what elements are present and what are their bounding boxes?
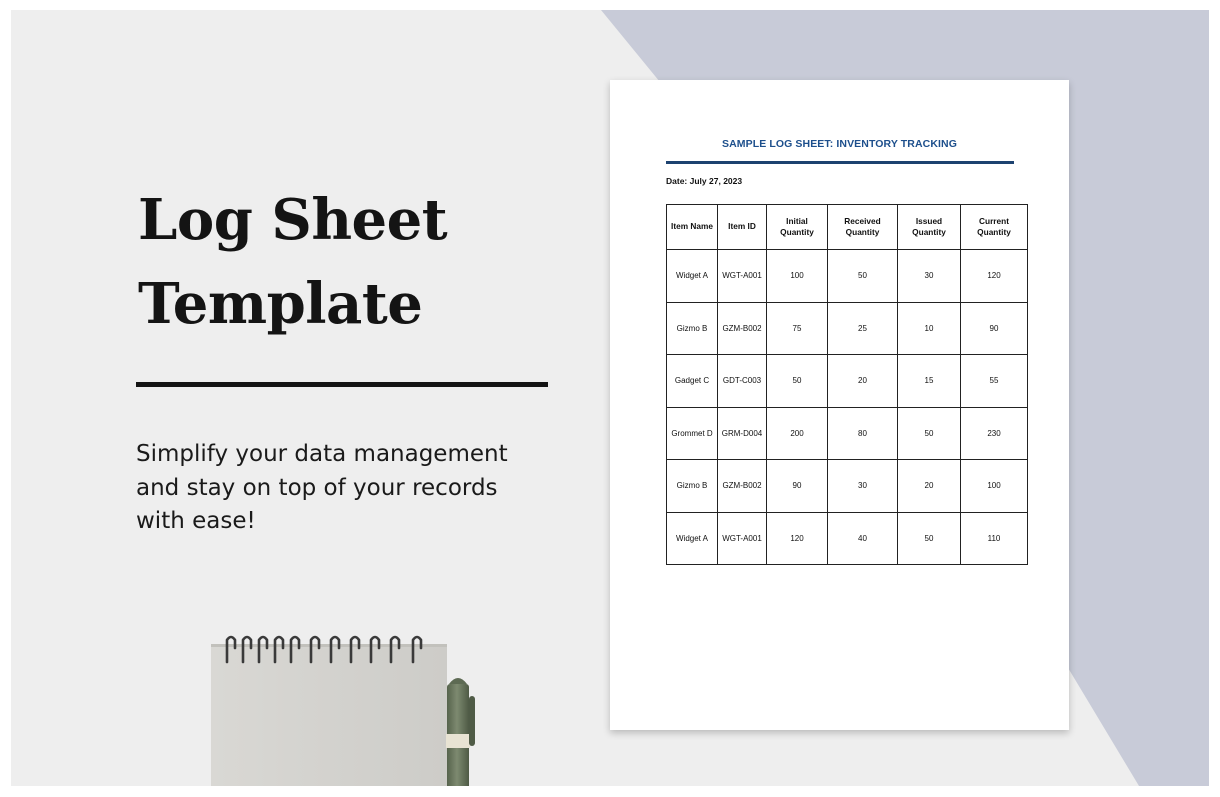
cell-received-quantity: 25	[828, 302, 898, 355]
log-sheet-document	[610, 80, 1069, 730]
cell-initial-quantity: 75	[767, 302, 828, 355]
cell-item-name: Gadget C	[667, 355, 718, 408]
cell-item-id: WGT-A001	[718, 250, 767, 303]
cell-current-quantity: 230	[961, 407, 1028, 460]
cell-issued-quantity: 30	[898, 250, 961, 303]
cell-issued-quantity: 50	[898, 407, 961, 460]
cell-item-name: Gizmo B	[667, 302, 718, 355]
pen-icon	[446, 678, 475, 786]
sheet-date	[666, 176, 742, 186]
sheet-title-divider	[666, 161, 1014, 164]
cell-item-id: GZM-B002	[718, 460, 767, 513]
table-header-row	[667, 205, 1028, 250]
cell-current-quantity: 55	[961, 355, 1028, 408]
cell-issued-quantity: 20	[898, 460, 961, 513]
table-row	[667, 460, 1028, 513]
headline	[138, 178, 447, 346]
cell-initial-quantity: 120	[767, 512, 828, 565]
cell-initial-quantity: 100	[767, 250, 828, 303]
column-header-current-quantity: Current Quantity	[961, 205, 1028, 250]
sheet-date-label: Date:	[666, 176, 688, 186]
cell-issued-quantity: 15	[898, 355, 961, 408]
promo-canvas	[11, 10, 1209, 786]
cell-received-quantity: 30	[828, 460, 898, 513]
cell-received-quantity: 40	[828, 512, 898, 565]
tagline-line-3: with ease!	[136, 508, 256, 534]
cell-current-quantity: 90	[961, 302, 1028, 355]
cell-issued-quantity: 10	[898, 302, 961, 355]
column-header-item-name: Item Name	[667, 205, 718, 250]
inventory-table	[666, 204, 1028, 565]
headline-divider	[136, 382, 548, 387]
cell-item-id: GZM-B002	[718, 302, 767, 355]
cell-item-name: Gizmo B	[667, 460, 718, 513]
spiral-notepad-icon	[206, 622, 496, 786]
table-row	[667, 302, 1028, 355]
tagline-line-2: and stay on top of your records	[136, 474, 498, 501]
cell-initial-quantity: 200	[767, 407, 828, 460]
tagline	[136, 438, 556, 539]
cell-current-quantity: 100	[961, 460, 1028, 513]
cell-initial-quantity: 90	[767, 460, 828, 513]
column-header-received-quantity: Received Quantity	[828, 205, 898, 250]
cell-item-id: GRM-D004	[718, 407, 767, 460]
cell-current-quantity: 110	[961, 512, 1028, 565]
column-header-initial-quantity: Initial Quantity	[767, 205, 828, 250]
table-row	[667, 355, 1028, 408]
column-header-item-id: Item ID	[718, 205, 767, 250]
cell-received-quantity: 80	[828, 407, 898, 460]
cell-current-quantity: 120	[961, 250, 1028, 303]
sheet-date-value: July 27, 2023	[689, 176, 743, 186]
headline-line-1: Log Sheet	[138, 187, 448, 253]
cell-issued-quantity: 50	[898, 512, 961, 565]
cell-item-name: Widget A	[667, 512, 718, 565]
cell-item-id: WGT-A001	[718, 512, 767, 565]
table-row	[667, 512, 1028, 565]
column-header-issued-quantity: Issued Quantity	[898, 205, 961, 250]
cell-item-name: Grommet D	[667, 407, 718, 460]
cell-initial-quantity: 50	[767, 355, 828, 408]
cell-item-name: Widget A	[667, 250, 718, 303]
cell-item-id: GDT-C003	[718, 355, 767, 408]
tagline-line-1: Simplify your data management	[136, 441, 508, 467]
table-row	[667, 250, 1028, 303]
cell-received-quantity: 20	[828, 355, 898, 408]
cell-received-quantity: 50	[828, 250, 898, 303]
sheet-title: SAMPLE LOG SHEET: INVENTORY TRACKING	[721, 138, 957, 150]
table-row	[667, 407, 1028, 460]
headline-line-2: Template	[138, 271, 423, 337]
